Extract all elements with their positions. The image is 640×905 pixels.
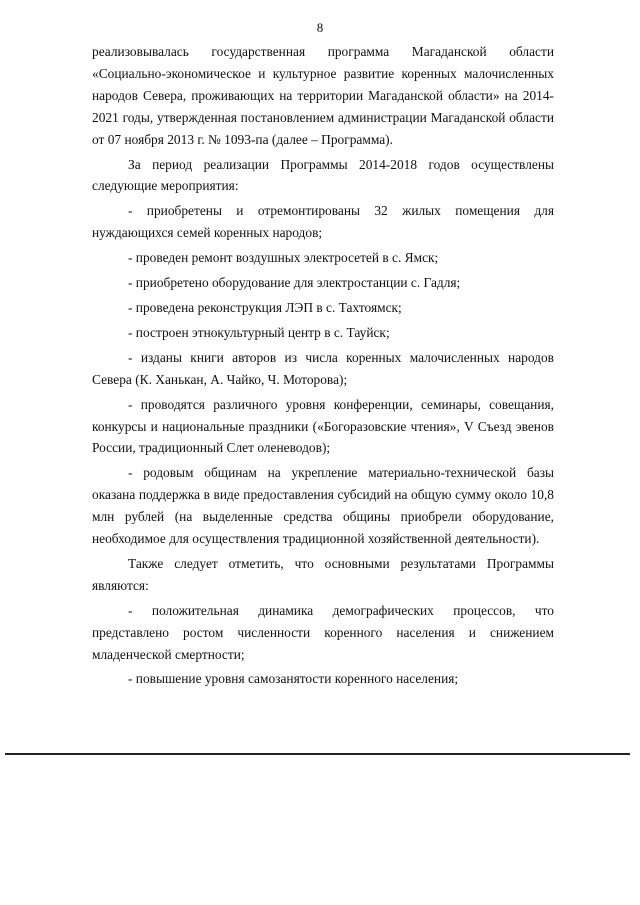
paragraph-activities-intro: За период реализации Программы 2014-2018 годов осуществлены следующие мероприятия: — [92, 156, 554, 194]
footer-divider — [5, 753, 630, 755]
list-item-books: - изданы книги авторов из числа коренных малочисленных народов Севера (К. Ханькан, А. Чайко, Ч. Моторова); — [92, 349, 554, 387]
list-item-power-station-equipment: - приобретено оборудование для электростанции с. Гадля; — [128, 275, 461, 291]
paragraph-program-intro: реализовывалась государственная программа Магаданской области «Социально-экономическое и культурное развитие коренных малочисленных народов Севера, проживающих на территории Магаданской области» на 2014-2021 годы, утвержденная постановлением администрации Магаданской области от 07 ноября 2013 г. № 1093-па (далее – Программа). — [92, 44, 554, 147]
list-item-power-line-reconstruction: - проведена реконструкция ЛЭП в с. Тахтоямск; — [128, 299, 402, 315]
list-item-self-employment: - повышение уровня самозанятости коренного населения; — [128, 671, 459, 687]
list-item-ethnocultural-center: - построен этнокультурный центр в с. Тауйск; — [128, 324, 390, 340]
list-item-subsidies: - родовым общинам на укрепление материально-технической базы оказана поддержка в виде предоставления субсидий на общую сумму около 10,8 млн рублей (на выделенные средства общины приобрели оборудование, необходимое для осуществления традиционной хозяйственной деятельности). — [92, 465, 554, 547]
list-item-demographics: - положительная динамика демографических процессов, что представлено ростом численности коренного населения и снижением младенческой смертности; — [92, 602, 554, 662]
list-item-housing: - приобретены и отремонтированы 32 жилых помещения для нуждающихся семей коренных народов; — [92, 203, 554, 241]
document-body — [92, 41, 554, 690]
page-number: 8 — [316, 20, 324, 35]
list-item-conferences: - проводятся различного уровня конференции, семинары, совещания, конкурсы и национальные праздники («Богоразовские чтения», V Съезд эвенов России, традиционный Слет оленеводов); — [92, 396, 554, 456]
list-item-power-grid-repair: - проведен ремонт воздушных электросетей в с. Ямск; — [128, 250, 439, 266]
paragraph-results-intro: Также следует отметить, что основными результатами Программы являются: — [92, 555, 554, 593]
